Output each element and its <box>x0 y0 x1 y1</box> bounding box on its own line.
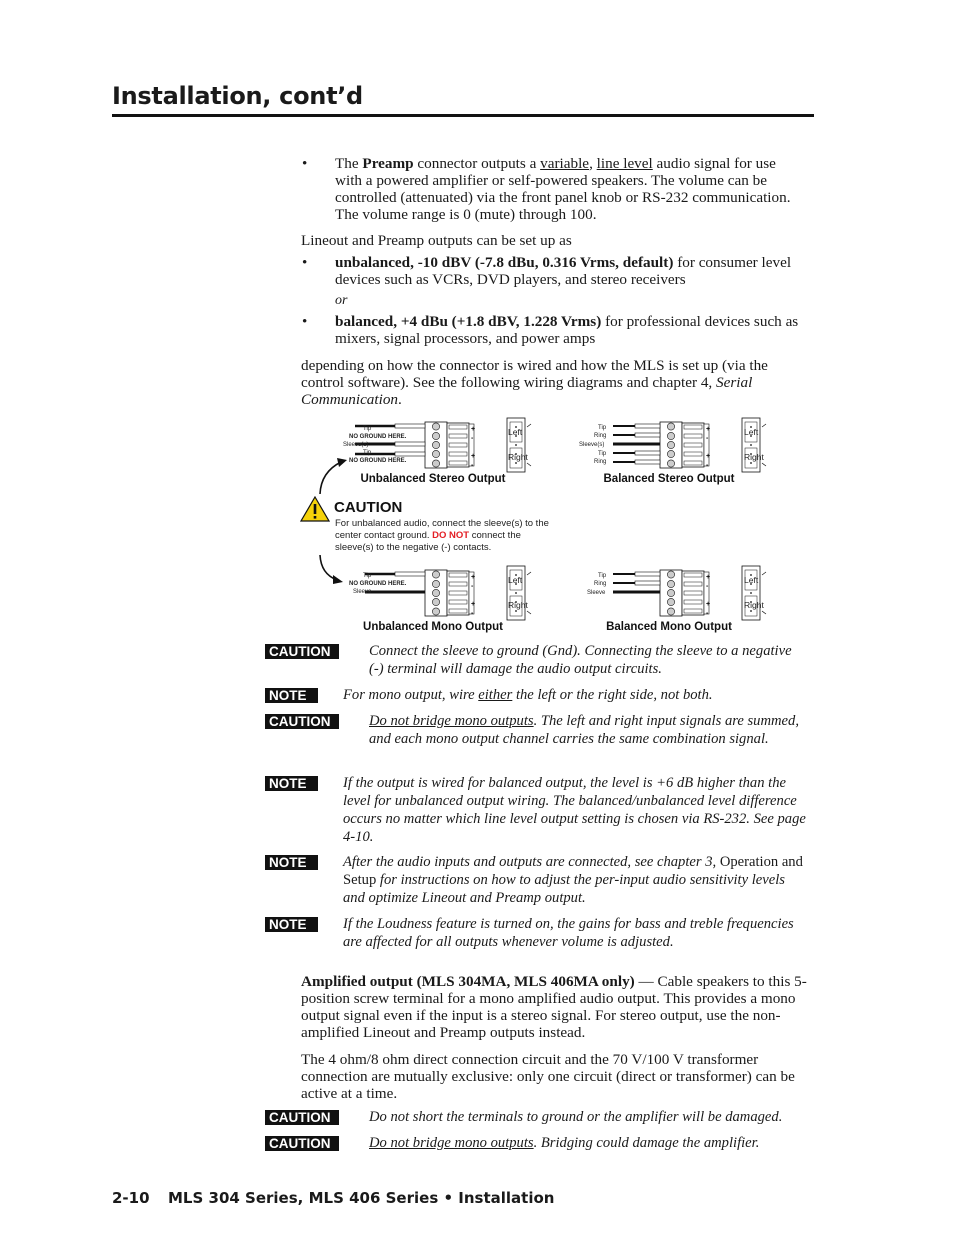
plus-sign: + <box>471 574 476 581</box>
bullet-symbol: • <box>302 155 308 172</box>
tip-label: Tip <box>598 451 607 457</box>
page-title: Installation, cont’d <box>112 82 363 110</box>
variable-term: variable <box>540 155 590 172</box>
minus-sign: - <box>706 435 709 442</box>
caution-badge: CAUTION <box>265 714 339 729</box>
note-badge: NOTE <box>265 917 318 932</box>
text: audio signal for use with a powered amplifier or self-powered speakers. The volume can be controlled (attenuated) via the front panel knob or RS-232 communication. The volume range is 0 (mute) through 100. <box>335 155 791 223</box>
sleeves-label: Sleeve(s) <box>343 442 369 448</box>
minus-sign: - <box>471 610 474 617</box>
tip-label: Tip <box>363 426 372 432</box>
bullet-symbol: • <box>302 313 308 330</box>
chapter-reference: Operation and Setup <box>343 854 803 888</box>
right-label: Right <box>508 600 528 610</box>
text: . The left and right input signals are summed, and each mono output channel carries the same combination signal. <box>369 713 799 747</box>
ring-label: Ring <box>594 459 607 465</box>
note-badge: NOTE <box>265 688 318 703</box>
warning-triangle-icon <box>300 496 330 522</box>
sleeve-label: Sleeve <box>353 589 372 595</box>
no-ground-label: NO GROUND HERE. <box>349 581 407 587</box>
plus-sign: + <box>706 601 711 608</box>
caution-badge: CAUTION <box>265 1136 339 1151</box>
line-level-term: line level <box>596 155 653 172</box>
arrow-head-icon <box>337 458 347 467</box>
tip-label: Tip <box>363 450 372 456</box>
balanced-spec: balanced, +4 dBu (+1.8 dBV, 1.228 Vrms) <box>335 313 602 330</box>
text: connector outputs a <box>413 155 541 172</box>
left-label: Left <box>508 575 523 585</box>
caution-badge: CAUTION <box>265 644 339 659</box>
text: After the audio inputs and outputs are connected, see chapter 3, <box>343 854 720 870</box>
text: for professional devices such as mixers, signal processors, and power amps <box>335 313 799 347</box>
tip-label: Tip <box>598 425 607 431</box>
arrow-up-icon <box>320 462 341 494</box>
right-label: Right <box>744 600 764 610</box>
sleeve-label: Sleeve <box>587 590 606 596</box>
balanced-stereo-diagram <box>579 418 766 485</box>
minus-sign: - <box>706 462 709 469</box>
chapter-reference: Serial Communication <box>301 374 753 408</box>
or-text: or <box>335 293 348 308</box>
balanced-mono-diagram <box>587 566 766 633</box>
right-label: Right <box>744 452 764 462</box>
no-ground-label: NO GROUND HERE. <box>349 458 407 464</box>
tip-label: Tip <box>598 573 607 579</box>
plus-sign: + <box>706 453 711 460</box>
underlined-text: Do not bridge mono outputs <box>369 713 534 729</box>
balanced-bullet <box>302 313 810 347</box>
text: connect the sleeve(s) to the negative (-) contacts. <box>335 530 521 554</box>
text: the left or the right side, not both. <box>512 687 713 703</box>
left-label: Left <box>744 427 759 437</box>
do-not-warning: DO NOT <box>432 530 470 542</box>
preamp-bullet <box>302 155 795 223</box>
minus-sign: - <box>471 583 474 590</box>
setup-intro: Lineout and Preamp outputs can be set up as <box>301 232 572 249</box>
text: For mono output, wire <box>343 687 479 703</box>
note-text: Connect the sleeve to ground (Gnd). Connecting the sleeve to a negative (-) terminal will damage the audio output circuits. <box>369 643 792 677</box>
unbalanced-bullet <box>302 254 815 288</box>
ring-label: Ring <box>594 581 607 587</box>
amplified-output-paragraph <box>301 973 813 1041</box>
left-label: Left <box>508 427 523 437</box>
depending-paragraph <box>301 357 811 408</box>
plus-sign: + <box>706 426 711 433</box>
exclusive-paragraph: The 4 ohm/8 ohm direct connection circuit and the 70 V/100 V transformer connection are mutually exclusive: only one circuit (direct or transformer) can be active at a time. <box>301 1051 795 1102</box>
text: . Bridging could damage the amplifier. <box>533 1135 760 1151</box>
unbalanced-mono-diagram <box>349 566 531 633</box>
note-badge: NOTE <box>265 776 318 791</box>
minus-sign: - <box>471 462 474 469</box>
caution-badge: CAUTION <box>265 1110 339 1125</box>
note-text: If the output is wired for balanced output, the level is +6 dB higher than the level for unbalanced output wiring. The balanced/unbalanced level difference occurs no matter which line level output setting is chosen via RS-232. See page 4-10. <box>343 775 806 845</box>
plus-sign: + <box>471 453 476 460</box>
left-label: Left <box>744 575 759 585</box>
right-label: Right <box>508 452 528 462</box>
balanced-mono-caption: Balanced Mono Output <box>606 621 732 633</box>
note-text <box>343 853 805 907</box>
underlined-text: Do not bridge mono outputs <box>369 1135 534 1151</box>
note-text <box>369 1134 809 1152</box>
ring-label: Ring <box>594 433 607 439</box>
text: for instructions on how to adjust the per-input audio sensitivity levels and optimize Lineout and Preamp output. <box>343 872 785 906</box>
minus-sign: - <box>706 610 709 617</box>
text: — Cable speakers to this 5-position screw terminal for a mono amplified audio output. This provides a mono output signal even if the input is a stereo signal. For stereo output, use the non-amplified Lineout and Preamp outputs instead. <box>301 973 807 1041</box>
no-ground-label: NO GROUND HERE. <box>349 434 407 440</box>
text: For unbalanced audio, connect the sleeve(s) to the center contact ground. <box>335 518 549 542</box>
arrow-head-icon <box>333 575 343 584</box>
caution-text <box>335 518 555 555</box>
footer-text: MLS 304 Series, MLS 406 Series • Installation <box>168 1189 555 1207</box>
preamp-term: Preamp <box>362 155 414 172</box>
unbalanced-spec: unbalanced, -10 dBV (-7.8 dBu, 0.316 Vrms, default) <box>335 254 674 271</box>
amplified-output-heading: Amplified output (MLS 304MA, MLS 406MA only) <box>301 973 635 990</box>
note-text: Do not short the terminals to ground or the amplifier will be damaged. <box>369 1109 783 1125</box>
minus-sign: - <box>471 435 474 442</box>
text: , <box>589 155 597 172</box>
text: for consumer level devices such as VCRs, DVD players, and stereo receivers <box>335 254 792 288</box>
bullet-symbol: • <box>302 254 308 271</box>
caution-heading: CAUTION <box>334 499 403 516</box>
unbalanced-stereo-caption: Unbalanced Stereo Output <box>360 473 506 485</box>
text: The <box>335 155 363 172</box>
note-text <box>369 712 809 748</box>
unbalanced-stereo-diagram <box>343 418 531 485</box>
page-number: 2-10 <box>112 1189 150 1207</box>
sleeves-label: Sleeve(s) <box>579 442 605 448</box>
plus-sign: + <box>471 601 476 608</box>
plus-sign: + <box>471 426 476 433</box>
plus-sign: + <box>706 574 711 581</box>
unbalanced-mono-caption: Unbalanced Mono Output <box>363 621 503 633</box>
text: . <box>398 391 402 408</box>
note-badge: NOTE <box>265 855 318 870</box>
note-text <box>343 686 803 704</box>
note-text: If the Loudness feature is turned on, the gains for bass and treble frequencies are affected for all outputs whenever volume is adjusted. <box>343 916 794 950</box>
text: depending on how the connector is wired and how the MLS is set up (via the control software). See the following wiring diagrams and chapter 4, <box>301 357 768 391</box>
title-rule <box>112 114 814 117</box>
tip-label: Tip <box>363 573 372 579</box>
balanced-stereo-caption: Balanced Stereo Output <box>603 473 735 485</box>
minus-sign: - <box>706 583 709 590</box>
underlined-text: either <box>478 687 513 703</box>
